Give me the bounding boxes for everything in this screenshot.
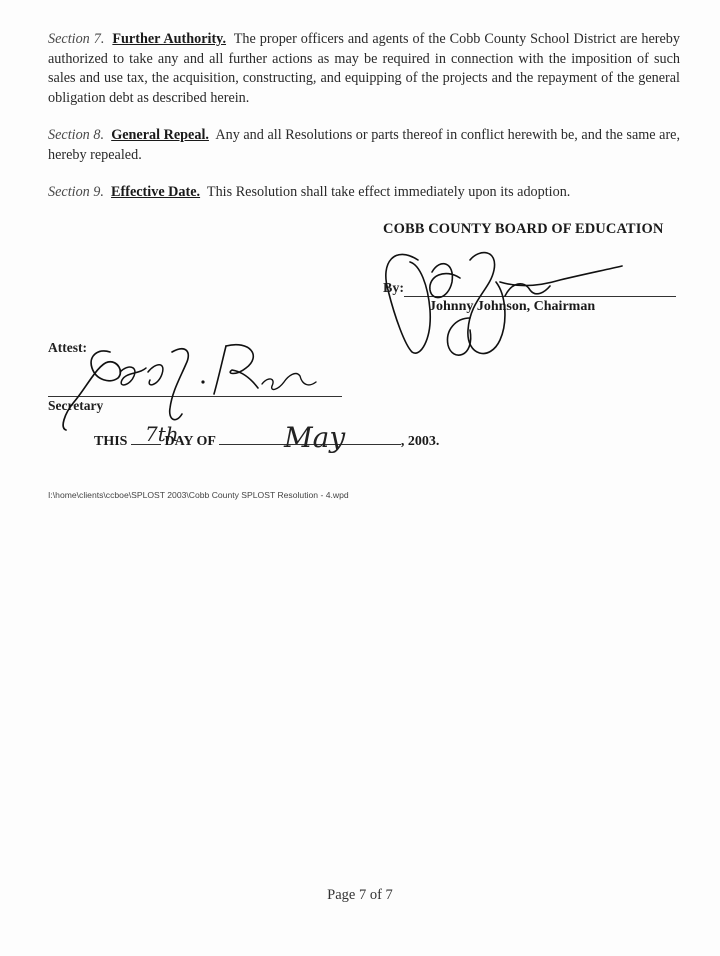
month-blank — [219, 432, 401, 445]
board-name: COBB COUNTY BOARD OF EDUCATION — [383, 221, 664, 237]
file-path: I:\home\clients\ccboe\SPLOST 2003\Cobb County SPLOST Resolution - 4.wpd — [48, 490, 349, 500]
section-9-number: Section 9. — [48, 184, 104, 200]
month-handwritten: May — [284, 421, 346, 454]
page-number: Page 7 of 7 — [327, 887, 393, 903]
secretary-label: Secretary — [48, 398, 104, 413]
section-8-text: Any and all Resolutions or parts thereof in conflict herewith be, and the same are, hereby repealed. — [48, 127, 681, 163]
secretary-signature-line — [48, 396, 342, 397]
by-label: By: — [383, 281, 404, 296]
section-9-title: Effective Date. — [111, 184, 201, 200]
day-handwritten: 7th — [145, 422, 179, 446]
day-blank — [131, 432, 161, 445]
section-7-title: Further Authority. — [112, 31, 227, 47]
section-9-text: This Resolution shall take effect immediately upon its adoption. — [206, 184, 571, 200]
this-label: THIS — [94, 434, 128, 449]
date-line — [94, 432, 439, 450]
section-7-paragraph — [48, 30, 680, 108]
section-8-number: Section 8. — [48, 127, 104, 143]
section-8-paragraph — [48, 126, 680, 165]
section-7-text: The proper officers and agents of the Cobb County School District are hereby authorized to take any and all further actions as may be required in connection with the imposition of such sales and use tax, the acquisition, constructing, and equipping of the projects and the repayment of the general obligation debt as described herein. — [48, 31, 680, 106]
section-8-title: General Repeal. — [111, 127, 209, 143]
chairman-name: Johnny Johnson, Chairman — [429, 299, 596, 314]
attest-label: Attest: — [48, 340, 87, 355]
year-text: , 2003. — [400, 434, 440, 449]
section-7-number: Section 7. — [48, 31, 105, 47]
day-of-label: DAY OF — [164, 434, 216, 449]
secretary-signature — [63, 345, 316, 430]
section-9-paragraph — [48, 183, 680, 203]
chairman-signature-line — [404, 296, 676, 297]
